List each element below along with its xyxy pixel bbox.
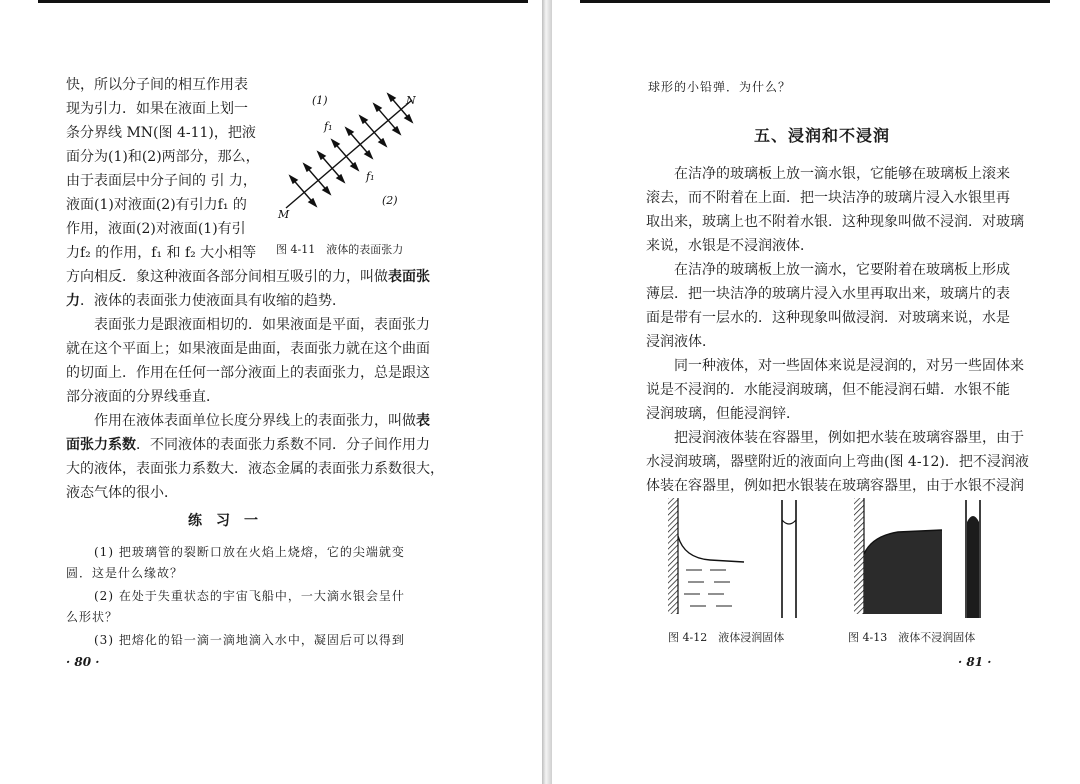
right-page <box>552 0 1080 784</box>
exercise-line: (2) 在处于失重状态的宇宙飞船中，一大滴水银会呈什 <box>94 589 405 603</box>
section-title: 五、浸润和不浸润 <box>754 126 891 145</box>
text-line: 浸润玻璃，但能浸润锌． <box>646 406 800 422</box>
text-line: 球形的小铅弹．为什么？ <box>648 80 792 94</box>
label-f1: f₁ <box>324 120 333 133</box>
text-line: 部分液面的分界线垂直． <box>66 389 220 405</box>
text-line: 滚去，而不附着在上面．把一块洁净的玻璃片浸入水银里再 <box>646 190 1010 206</box>
text-line: 说是不浸润的．水能浸润玻璃，但不能浸润石蜡．水银不能 <box>646 382 1010 398</box>
water-meniscus <box>678 536 744 562</box>
book-gutter <box>542 0 552 784</box>
text-line: 面张力系数．不同液体的表面张力系数不同．分子间作用力 <box>66 437 430 453</box>
top-rule <box>580 0 1050 3</box>
non-wetting-figure <box>850 496 1000 621</box>
container-wall <box>854 498 864 614</box>
page-number: · 80 · <box>66 655 100 669</box>
exercise-title: 练 习 一 <box>188 513 258 529</box>
text-line: 大的液体，表面张力系数大．液态金属的表面张力系数很大， <box>66 461 444 477</box>
text-line: 水浸润玻璃，器壁附近的液面向上弯曲(图 4-12)．把不浸润液 <box>646 454 1029 470</box>
text-line: 现为引力．如果在液面上划一 <box>66 101 248 117</box>
figure-caption: 图 4-11 液体的表面张力 <box>276 243 404 256</box>
text-line: 条分界线 MN(图 4-11)，把液 <box>66 125 256 141</box>
term-coefficient: 表 <box>416 413 430 429</box>
text-line: 取出来，玻璃上也不附着水银．这种现象叫做不浸润．对玻璃 <box>646 214 1024 230</box>
term-surface-tension: 表面张 <box>388 269 430 285</box>
text-line: 作用在液体表面单位长度分界线上的表面张力，叫做表 <box>94 413 430 429</box>
text-line: 表面张力是跟液面相切的．如果液面是平面，表面张力 <box>94 317 430 333</box>
text-line: 由于表面层中分子间的 引 力， <box>66 173 257 189</box>
text-line: 力．液体的表面张力使液面具有收缩的趋势． <box>66 293 346 309</box>
page-number: · 81 · <box>958 655 992 669</box>
exercise-line: (1) 把玻璃管的裂断口放在火焰上烧熔，它的尖端就变 <box>94 545 405 559</box>
text-line: 力f₂ 的作用，f₁ 和 f₂ 大小相等 <box>66 245 257 261</box>
exercise-line: 圆．这是什么缘故？ <box>66 566 184 580</box>
text-line: 面分为(1)和(2)两部分，那么， <box>66 149 260 165</box>
label-n: N <box>406 94 416 107</box>
text-line: 就在这个平面上；如果液面是曲面，表面张力就在这个曲面 <box>66 341 430 357</box>
label-region-2: (2) <box>382 194 398 207</box>
text-line: 在洁净的玻璃板上放一滴水，它要附着在玻璃板上形成 <box>674 262 1010 278</box>
exercise-line: 么形状？ <box>66 610 119 624</box>
text-line: 同一种液体，对一些固体来说是浸润的，对另一些固体来 <box>674 358 1024 374</box>
text-line: 液态气体的很小． <box>66 485 178 501</box>
label-f2: f₁ <box>366 170 375 183</box>
term-surface-tension: 力 <box>66 293 80 309</box>
text-line: 方向相反．象这种液面各部分间相互吸引的力，叫做表面张 <box>66 269 430 285</box>
wetting-figure <box>664 496 814 621</box>
label-region-1: (1) <box>312 94 328 107</box>
exercise-line: (3) 把熔化的铅一滴一滴地滴入水中，凝固后可以得到 <box>94 633 405 647</box>
text-line: 浸润液体． <box>646 334 716 350</box>
text-line: 把浸润液体装在容器里，例如把水装在玻璃容器里，由于 <box>674 430 1024 446</box>
text-line: 作用，液面(2)对液面(1)有引 <box>66 221 246 237</box>
text-line: 薄层．把一块洁净的玻璃片浸入水里再取出来，玻璃片的表 <box>646 286 1010 302</box>
text-line: 体装在容器里，例如把水银装在玻璃容器里，由于水银不浸润 <box>646 478 1024 494</box>
container-wall <box>668 498 678 614</box>
text-line: 的切面上．作用在任何一部分液面上的表面张力，总是跟这 <box>66 365 430 381</box>
figure-caption: 图 4-12 液体浸润固体 <box>668 631 785 644</box>
text-line: 快，所以分子间的相互作用表 <box>66 77 248 93</box>
capillary-tube <box>966 500 980 618</box>
figure-caption: 图 4-13 液体不浸润固体 <box>848 631 976 644</box>
term-coefficient: 面张力系数 <box>66 437 136 453</box>
surface-tension-diagram <box>272 88 437 238</box>
text-line: 在洁净的玻璃板上放一滴水银，它能够在玻璃板上滚来 <box>674 166 1010 182</box>
text-line: 来说，水银是不浸润液体． <box>646 238 814 254</box>
text-line: 液面(1)对液面(2)有引力f₁ 的 <box>66 197 247 213</box>
boundary-line-mn <box>286 100 412 208</box>
capillary-tube <box>782 500 796 618</box>
mercury-body <box>864 530 942 614</box>
top-rule <box>38 0 528 3</box>
text-line: 面是带有一层水的．这种现象叫做浸润．对玻璃来说，水是 <box>646 310 1010 326</box>
label-m: M <box>278 208 290 221</box>
